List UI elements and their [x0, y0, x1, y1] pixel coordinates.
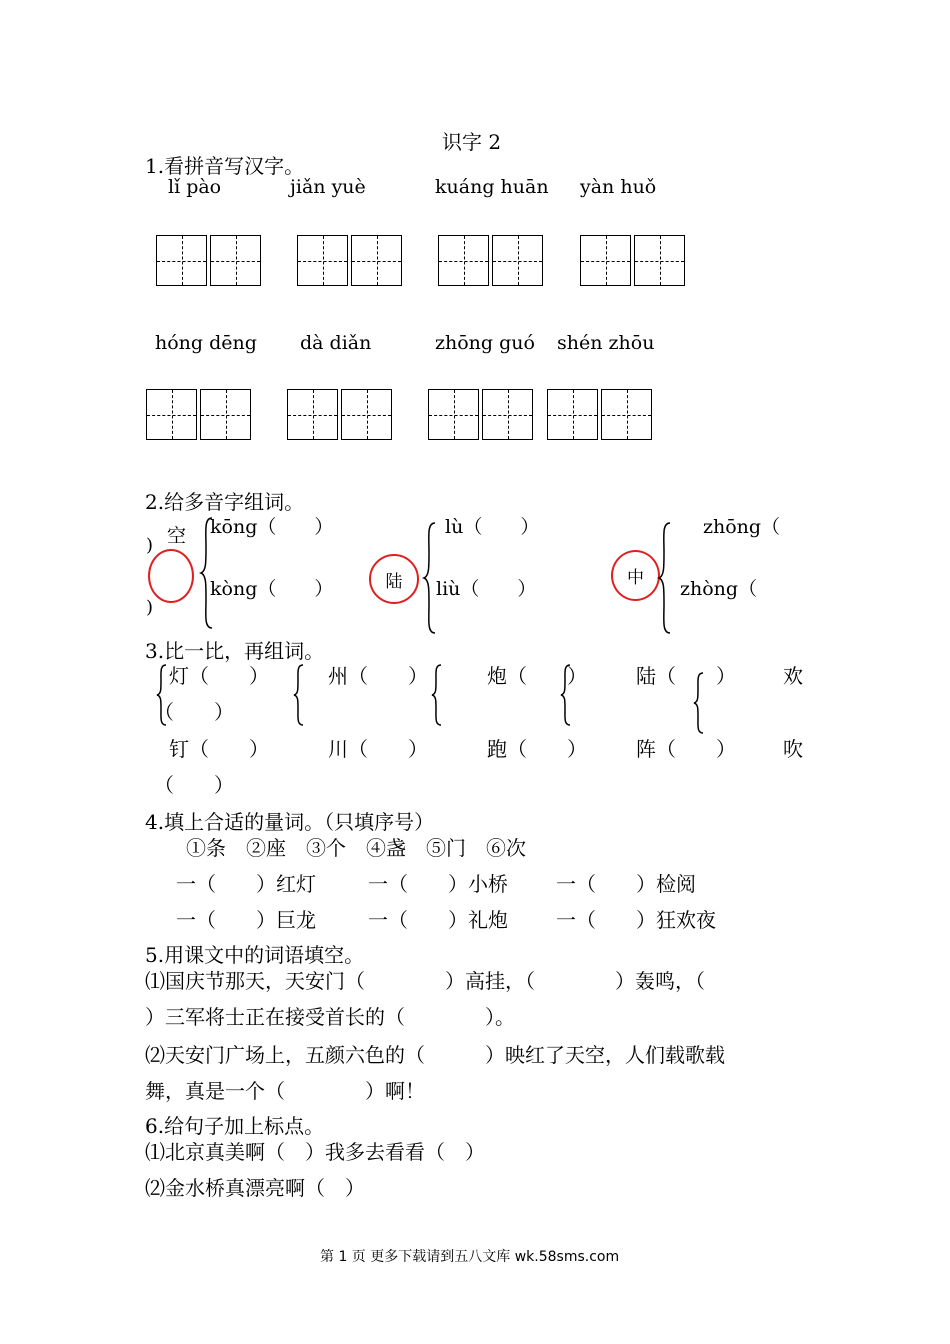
q1-pinyin-3: kuáng huān [435, 176, 549, 198]
q4-heading: 4.填上合适的量词。（只填序号） [145, 810, 435, 834]
page-footer: 第 1 页 更多下载请到五八文库 wk.58sms.com [320, 1249, 620, 1265]
q2-char-kong: 空 [167, 525, 187, 547]
q6-line-1: ⑴北京真美啊（ ）我多去看看（ ） [145, 1140, 485, 1164]
q1-pinyin-2: jiǎn yuè [290, 176, 366, 198]
q4-item-2: 一（ ）小桥 [368, 872, 508, 896]
q4-options: ①条 ②座 ③个 ④盏 ⑤门 ⑥次 [186, 836, 526, 860]
q3-top-1: 灯（ ） [169, 664, 269, 688]
left-brace [560, 664, 572, 726]
q6-heading: 6.给句子加上标点。 [145, 1114, 325, 1138]
q6-line-2: ⑵金水桥真漂亮啊（ ） [145, 1176, 365, 1200]
q2-g2-reading-1: lù（ ） [445, 516, 540, 538]
writing-box[interactable] [438, 235, 489, 286]
left-brace [156, 664, 168, 726]
left-brace [658, 522, 672, 634]
q5-line-2: ）三军将士正在接受首长的（ ）。 [145, 1005, 515, 1029]
q3-bottom-4: 阵（ ） [636, 737, 736, 761]
q2-heading: 2.给多音字组词。 [145, 490, 305, 514]
q1-pinyin-6: dà diǎn [300, 332, 372, 354]
q3-top-2: 州（ ） [328, 664, 428, 688]
answer-circle[interactable] [148, 549, 194, 603]
q2-wrap-2: ) [146, 597, 154, 618]
q5-line-3: ⑵天安门广场上，五颜六色的（ ）映红了天空，人们载歌载 [145, 1043, 725, 1067]
q4-item-1: 一（ ）红灯 [176, 872, 316, 896]
q5-heading: 5.用课文中的词语填空。 [145, 943, 365, 967]
writing-box[interactable] [634, 235, 685, 286]
q1-pinyin-7: zhōng guó [435, 332, 535, 354]
q4-item-3: 一（ ）检阅 [556, 872, 696, 896]
left-brace [693, 672, 705, 734]
q2-wrap-1: ) [146, 535, 154, 556]
q3-top-5: 欢 [783, 664, 803, 688]
writing-box[interactable] [200, 389, 251, 440]
writing-box[interactable] [492, 235, 543, 286]
q2-char-lu: 陆 [385, 571, 403, 592]
writing-box[interactable] [146, 389, 197, 440]
q4-item-4: 一（ ）巨龙 [176, 908, 316, 932]
q3-heading: 3.比一比，再组词。 [145, 639, 325, 663]
q2-g1-reading-2: kòng（ ） [210, 578, 334, 600]
q3-bottom-3: 跑（ ） [487, 737, 587, 761]
q3-wrap-1: （ ） [154, 700, 234, 724]
answer-circle[interactable] [611, 550, 660, 601]
writing-box[interactable] [547, 389, 598, 440]
page-title: 识字 2 [442, 130, 502, 154]
q3-bottom-2: 川（ ） [328, 737, 428, 761]
q2-g1-reading-1: kōng（ ） [210, 516, 334, 538]
q5-line-4: 舞，真是一个（ ）啊！ [145, 1079, 425, 1103]
left-brace [431, 664, 443, 726]
q3-top-3: 炮（ ） [487, 664, 587, 688]
q1-pinyin-1: lǐ pào [168, 176, 222, 198]
writing-box[interactable] [156, 235, 207, 286]
q3-bottom-5: 吹 [783, 737, 803, 761]
q2-g3-reading-1: zhōng（ [703, 516, 781, 538]
writing-box[interactable] [287, 389, 338, 440]
writing-box[interactable] [210, 235, 261, 286]
writing-box[interactable] [601, 389, 652, 440]
writing-box[interactable] [341, 389, 392, 440]
q2-g3-reading-2: zhòng（ [680, 578, 758, 600]
writing-box[interactable] [482, 389, 533, 440]
q3-top-4: 陆（ ） [636, 664, 736, 688]
q1-pinyin-4: yàn huǒ [580, 176, 657, 198]
q2-char-zhong: 中 [627, 568, 644, 588]
q2-g2-reading-2: liù（ ） [436, 578, 537, 600]
q1-pinyin-8: shén zhōu [557, 332, 655, 354]
q5-line-1: ⑴国庆节那天，天安门（ ）高挂，（ ）轰鸣，（ [145, 969, 705, 993]
writing-box[interactable] [297, 235, 348, 286]
answer-circle[interactable] [369, 554, 419, 604]
writing-box[interactable] [351, 235, 402, 286]
q1-heading: 1.看拼音写汉字。 [145, 154, 305, 178]
left-brace [423, 522, 437, 634]
q3-bottom-1: 钉（ ） [169, 737, 269, 761]
q4-item-6: 一（ ）狂欢夜 [556, 908, 716, 932]
q1-pinyin-5: hóng dēng [155, 332, 257, 354]
writing-box[interactable] [580, 235, 631, 286]
q3-wrap-2: （ ） [154, 773, 234, 797]
writing-box[interactable] [428, 389, 479, 440]
left-brace [293, 664, 305, 726]
q4-item-5: 一（ ）礼炮 [368, 908, 508, 932]
